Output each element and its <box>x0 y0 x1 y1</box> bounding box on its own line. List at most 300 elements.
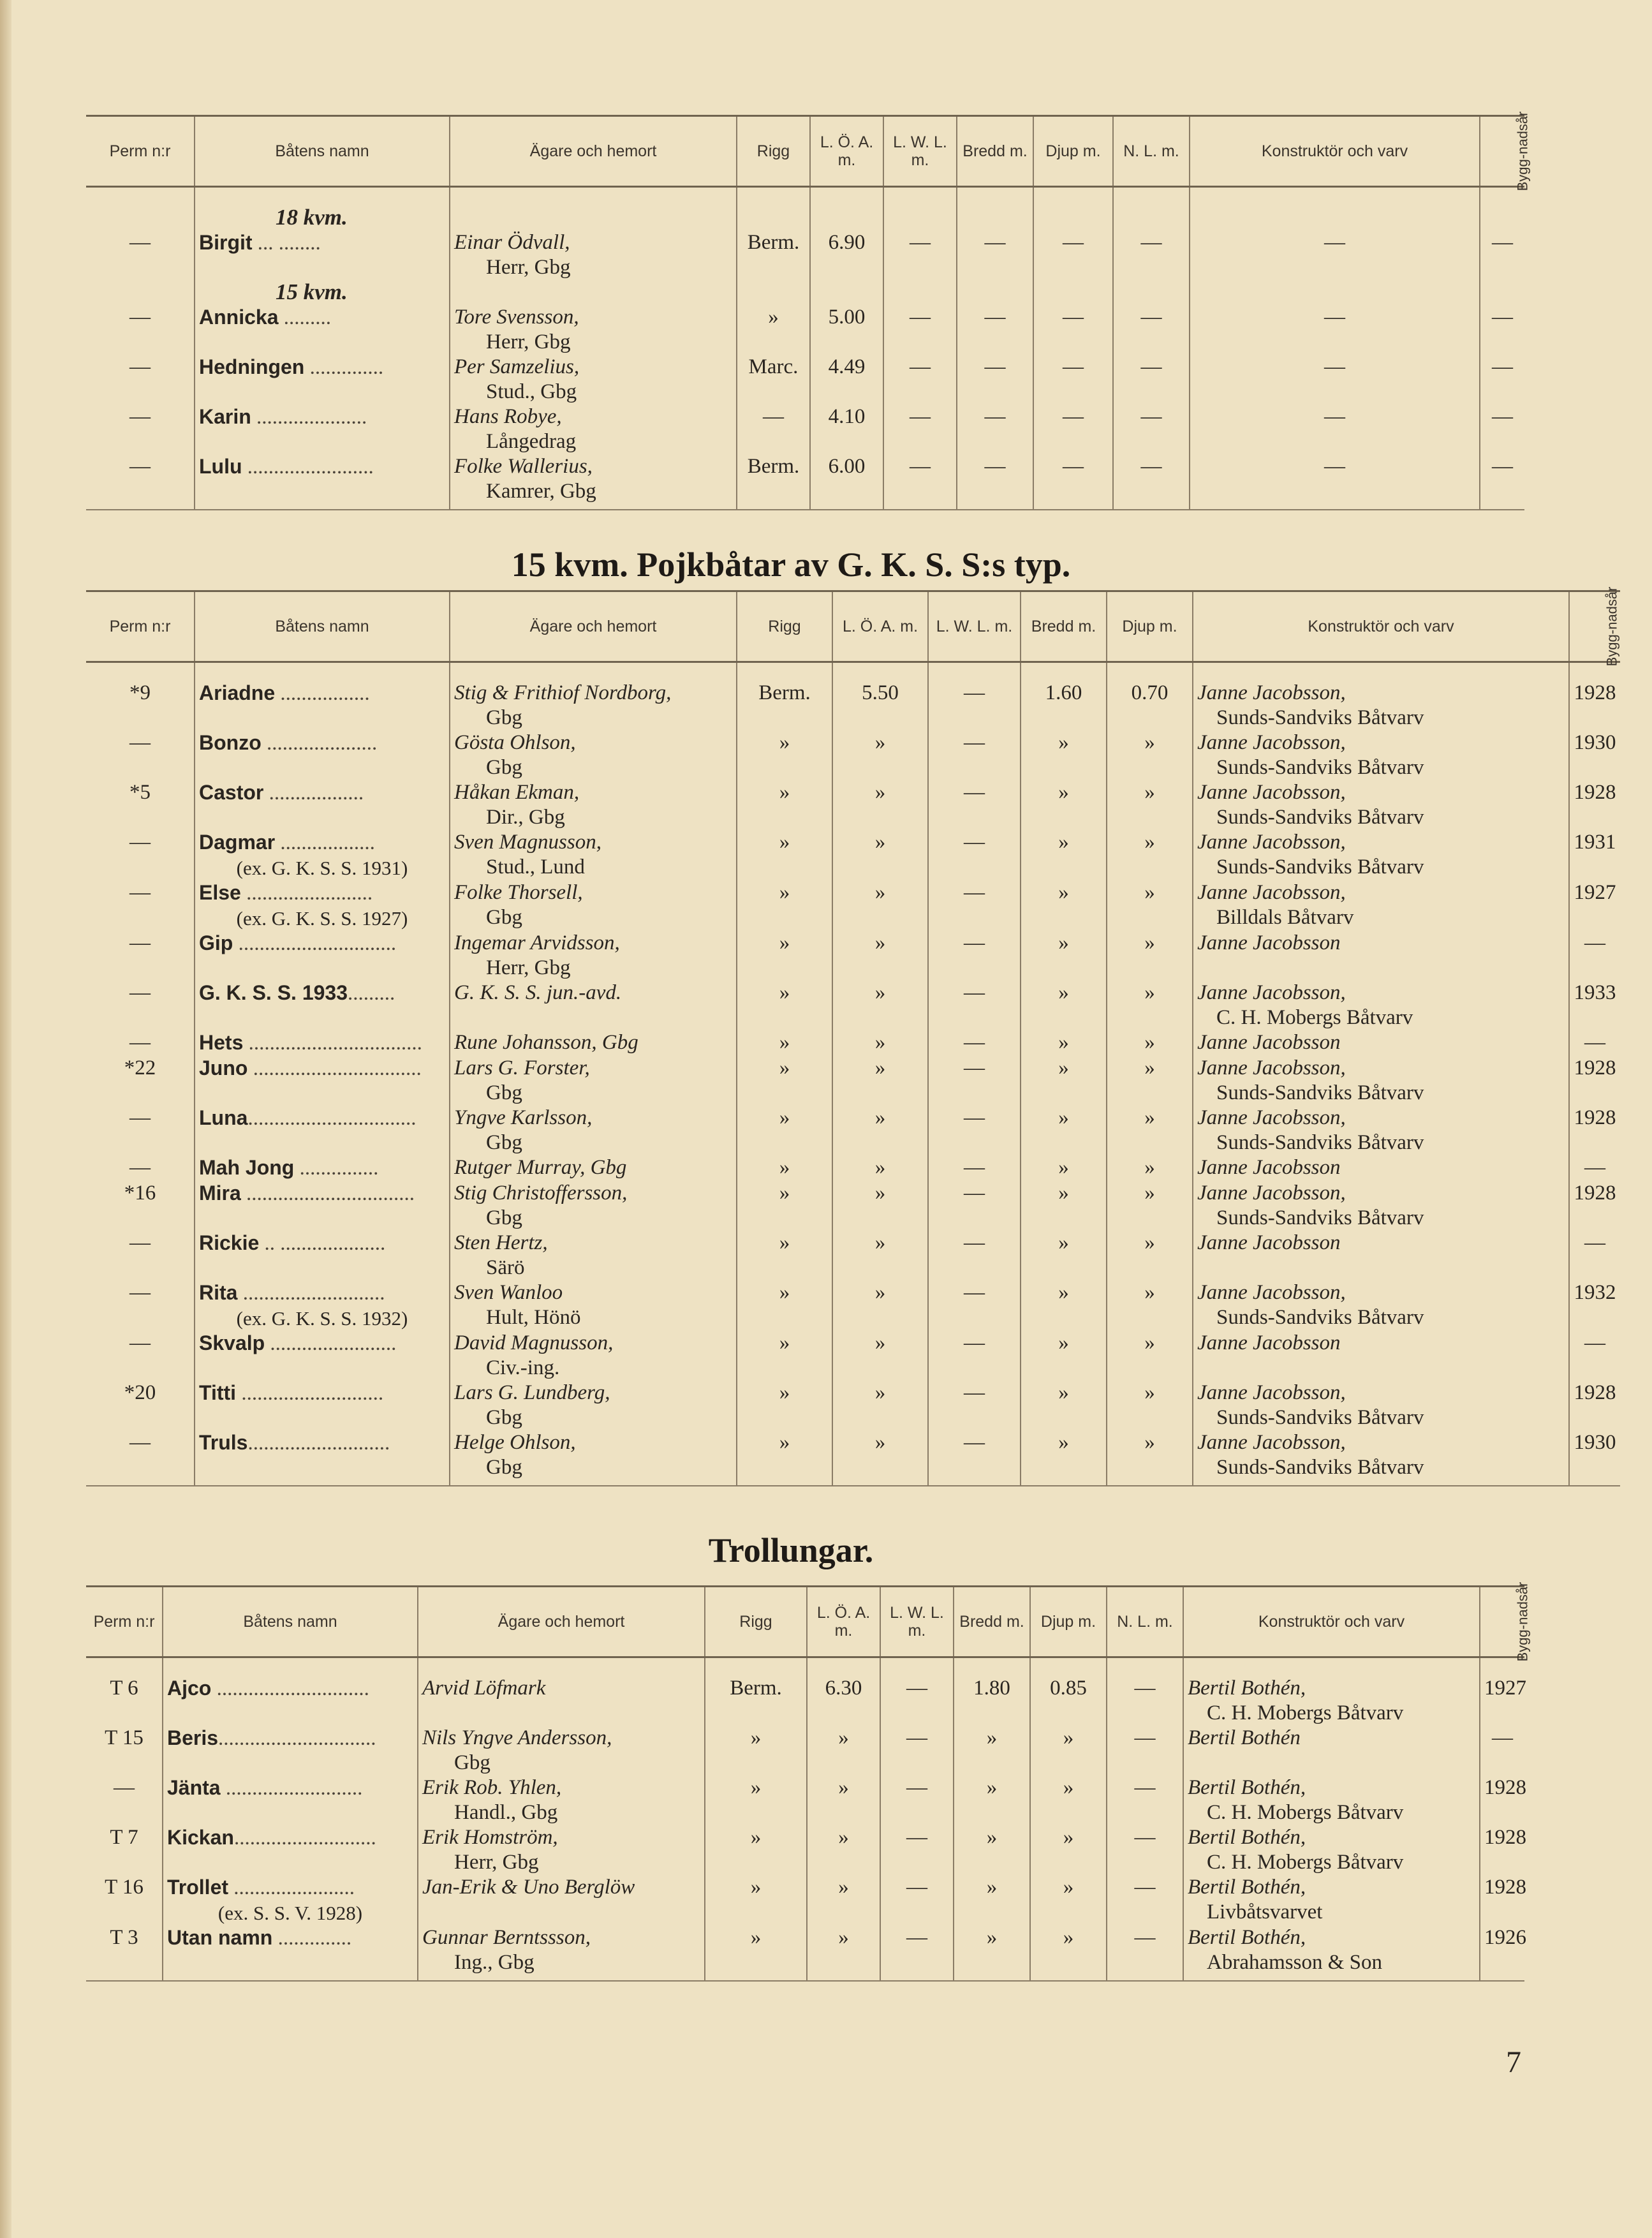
owner-name: Folke Thorsell, <box>454 881 583 904</box>
rigg-value: » <box>737 1280 832 1331</box>
col-konstruktor: Konstruktör och varv <box>1193 591 1569 662</box>
bredd-value: » <box>954 1925 1030 1981</box>
owner-home: Ing., Gbg <box>454 1951 535 1974</box>
leader-dots: ........................ <box>240 882 373 905</box>
loa-value: » <box>807 1925 880 1981</box>
leader-dots: ......... <box>348 982 395 1005</box>
leader-dots: ........................... <box>247 1432 390 1455</box>
owner-home: Gbg <box>486 1206 522 1229</box>
owner-cell <box>450 880 737 931</box>
leader-dots: ............................. <box>211 1677 369 1700</box>
bredd-value: » <box>1021 780 1107 830</box>
konstruktor-cell <box>1183 1825 1480 1875</box>
build-year: — <box>1569 1155 1620 1181</box>
bredd-value: » <box>1021 931 1107 981</box>
owner-cell <box>450 454 737 510</box>
perm-number: — <box>129 1231 151 1254</box>
boat-name: Truls <box>199 1431 248 1454</box>
spacer-cell <box>928 662 1021 681</box>
table-header <box>86 586 1620 667</box>
table-row <box>86 1181 1620 1231</box>
owner-cell <box>450 681 737 730</box>
spacer-cell <box>807 1657 880 1677</box>
loa-value: » <box>832 830 928 880</box>
table-row <box>86 1775 1524 1825</box>
table-row <box>86 681 1620 730</box>
empty-cell <box>1190 280 1480 305</box>
section-title-trollungar: Trollungar. <box>708 1531 874 1569</box>
designer: Janne Jacobsson <box>1197 1156 1341 1179</box>
spacer-cell <box>810 187 883 206</box>
boat-name-cell <box>195 404 450 454</box>
perm-number: — <box>129 1031 151 1054</box>
leader-dots: ........................... <box>237 1282 385 1305</box>
designer: Janne Jacobsson, <box>1197 1381 1346 1404</box>
konstruktor-cell: — <box>1190 404 1480 454</box>
empty-cell <box>883 280 957 305</box>
owner-name: Sven Magnusson, <box>454 831 601 854</box>
owner-home: Gbg <box>486 1081 522 1104</box>
boatyard: Sunds-Sandviks Båtvarv <box>1216 1406 1424 1429</box>
spacer-cell <box>86 1657 163 1677</box>
leader-dots: ........................ <box>265 1332 397 1355</box>
boat-name-cell <box>195 1231 450 1280</box>
owner-home: Gbg <box>486 1456 522 1479</box>
col-name: Båtens namn <box>195 116 450 187</box>
rigg-value: Berm. <box>705 1676 807 1726</box>
build-year: — <box>1480 1726 1524 1775</box>
loa-value: » <box>832 1381 928 1430</box>
perm-number: — <box>129 831 151 854</box>
owner-cell <box>450 1181 737 1231</box>
owner-name: Lars G. Forster, <box>454 1056 590 1079</box>
loa-value: » <box>832 931 928 981</box>
owner-name: Jan-Erik & Uno Berglöw <box>422 1876 635 1899</box>
konstruktor-cell <box>1183 1676 1480 1726</box>
boat-name: Utan namn <box>167 1926 273 1949</box>
col-owner: Ägare och hemort <box>450 116 737 187</box>
spacer-cell <box>163 1657 418 1677</box>
leader-dots: ........................ <box>242 456 374 478</box>
empty-cell <box>810 205 883 230</box>
nl-value: — <box>1113 355 1190 404</box>
loa-value: » <box>832 780 928 830</box>
table-row <box>86 1155 1620 1181</box>
table-row <box>86 230 1524 280</box>
spacer-cell <box>737 662 832 681</box>
table-row <box>86 1925 1524 1981</box>
lwl-value: — <box>880 1726 954 1775</box>
boatyard: C. H. Mobergs Båtvarv <box>1207 1851 1404 1874</box>
bredd-value: » <box>1021 1231 1107 1280</box>
owner-name: Stig & Frithiof Nordborg, <box>454 681 672 704</box>
designer: Janne Jacobsson, <box>1197 831 1346 854</box>
konstruktor-cell <box>1193 1231 1569 1280</box>
rigg-value: » <box>705 1925 807 1981</box>
boat-name: Birgit <box>199 231 253 254</box>
col-bygg: Bygg-nadsår <box>1480 116 1524 187</box>
perm-number: — <box>129 1156 151 1179</box>
loa-value: » <box>832 730 928 780</box>
empty-cell <box>1113 280 1190 305</box>
lwl-value: — <box>880 1825 954 1875</box>
perm-number: T 6 <box>110 1677 138 1700</box>
rigg-value: » <box>705 1775 807 1825</box>
boat-name: Hedningen <box>199 355 305 378</box>
leader-dots: .............................. <box>233 932 397 955</box>
empty-cell <box>810 280 883 305</box>
spacer-cell <box>1107 1657 1183 1677</box>
djup-value: » <box>1107 1181 1193 1231</box>
leader-dots: ................................ <box>247 1107 417 1130</box>
table-row <box>86 355 1524 404</box>
perm-number: — <box>129 931 151 954</box>
rigg-value: » <box>737 1056 832 1106</box>
table-row <box>86 880 1620 931</box>
perm-number: T 16 <box>105 1876 144 1899</box>
owner-home: Hult, Hönö <box>486 1306 581 1329</box>
boatyard: Livbåtsvarvet <box>1207 1901 1323 1923</box>
lwl-value: — <box>880 1875 954 1925</box>
table-row <box>86 1231 1620 1280</box>
perm-number: — <box>129 231 151 254</box>
leader-dots: .......................... <box>220 1777 363 1800</box>
table-row <box>86 1726 1524 1775</box>
rigg-value: » <box>737 305 810 355</box>
owner-name: Håkan Ekman, <box>454 781 580 804</box>
lwl-value: — <box>928 931 1021 981</box>
loa-value: 4.10 <box>810 404 883 454</box>
class-label-cell <box>195 205 450 230</box>
designer: Bertil Bothén, <box>1188 1926 1306 1949</box>
perm-number: *22 <box>124 1056 156 1079</box>
boatyard: Sunds-Sandviks Båtvarv <box>1216 806 1424 829</box>
build-year: — <box>1569 931 1620 981</box>
table-row <box>86 1825 1524 1875</box>
loa-value: » <box>832 1430 928 1486</box>
lwl-value: — <box>928 780 1021 830</box>
bredd-value: » <box>1021 981 1107 1030</box>
build-year: 1926 <box>1480 1925 1524 1981</box>
owner-home: Herr, Gbg <box>486 956 571 979</box>
empty-cell <box>86 280 195 305</box>
lwl-value: — <box>928 1056 1021 1106</box>
spacer-cell <box>1030 1657 1107 1677</box>
owner-name: Arvid Löfmark <box>422 1677 546 1700</box>
former-name: (ex. S. S. V. 1928) <box>218 1902 363 1924</box>
perm-number: — <box>129 405 151 428</box>
lwl-value: — <box>928 880 1021 931</box>
spacer-cell <box>1193 662 1569 681</box>
designer: Janne Jacobsson, <box>1197 731 1346 754</box>
empty-cell <box>1033 205 1113 230</box>
loa-value: 6.90 <box>810 230 883 280</box>
table-row <box>86 931 1620 981</box>
lwl-value: — <box>883 404 957 454</box>
col-rigg: Rigg <box>737 116 810 187</box>
konstruktor-cell <box>1193 730 1569 780</box>
table-row <box>86 454 1524 510</box>
owner-home: Gbg <box>486 706 522 729</box>
perm-number: — <box>86 454 195 510</box>
boat-name-cell <box>163 1726 418 1775</box>
konstruktor-cell <box>1193 981 1569 1030</box>
bredd-value: » <box>1021 880 1107 931</box>
owner-name: Erik Homström, <box>422 1826 558 1849</box>
leader-dots: ................. <box>275 682 370 705</box>
boat-name-cell <box>163 1925 418 1981</box>
perm-number: — <box>86 1430 195 1486</box>
spacer-cell <box>1183 1657 1480 1677</box>
loa-value: » <box>832 1106 928 1155</box>
col-perm: Perm n:r <box>86 116 195 187</box>
section-title-pojkbatar: 15 kvm. Pojkbåtar av G. K. S. S:s typ. <box>511 545 1071 584</box>
empty-cell <box>450 205 737 230</box>
table-row <box>86 205 1524 230</box>
empty-cell <box>1190 205 1480 230</box>
col-perm: Perm n:r <box>86 591 195 662</box>
lwl-value: — <box>928 681 1021 730</box>
konstruktor-cell <box>1183 1726 1480 1775</box>
boat-name: Mah Jong <box>199 1156 295 1179</box>
bredd-value: » <box>1021 1181 1107 1231</box>
table-header <box>86 111 1531 191</box>
empty-cell <box>957 205 1033 230</box>
designer: Bertil Bothén, <box>1188 1677 1306 1700</box>
col-rigg: Rigg <box>705 1587 807 1657</box>
owner-cell <box>450 404 737 454</box>
djup-value: » <box>1030 1726 1107 1775</box>
leader-dots: ..................... <box>251 406 367 429</box>
bredd-value: » <box>954 1825 1030 1875</box>
designer: Janne Jacobsson, <box>1197 1106 1346 1129</box>
boat-name-cell <box>195 1430 450 1486</box>
owner-cell <box>450 730 737 780</box>
loa-value: » <box>832 1056 928 1106</box>
boat-name-cell <box>195 830 450 880</box>
owner-home: Långedrag <box>486 430 577 453</box>
leader-dots: .................. <box>263 782 364 804</box>
djup-value: » <box>1107 981 1193 1030</box>
rigg-value: » <box>737 1155 832 1181</box>
class-label-cell <box>195 280 450 305</box>
boat-name-cell <box>195 1106 450 1155</box>
boat-name-cell <box>163 1825 418 1875</box>
djup-value: — <box>1033 305 1113 355</box>
col-lwl: L. W. L. m. <box>880 1587 954 1657</box>
perm-number: — <box>129 306 151 329</box>
col-konstruktor: Konstruktör och varv <box>1190 116 1480 187</box>
boat-table-pojkbatar <box>86 586 1620 1486</box>
bredd-value: » <box>1021 1430 1107 1486</box>
konstruktor-cell <box>1193 1106 1569 1155</box>
bredd-value: » <box>954 1775 1030 1825</box>
leader-dots: .............................. <box>218 1727 376 1750</box>
bredd-value: » <box>1021 1381 1107 1430</box>
boat-name-cell <box>195 880 450 931</box>
owner-home: Gbg <box>454 1751 490 1774</box>
col-name: Båtens namn <box>195 591 450 662</box>
boat-name: Jänta <box>167 1776 221 1799</box>
lwl-value: — <box>883 230 957 280</box>
loa-value: 4.49 <box>810 355 883 404</box>
loa-value: 5.00 <box>810 305 883 355</box>
empty-cell <box>1480 280 1524 305</box>
rigg-value: » <box>737 1106 832 1155</box>
djup-value: » <box>1107 830 1193 880</box>
djup-value: 0.85 <box>1030 1676 1107 1726</box>
build-year: — <box>1480 404 1524 454</box>
perm-number: — <box>129 881 151 904</box>
boat-name-cell <box>195 1331 450 1381</box>
lwl-value: — <box>883 454 957 510</box>
loa-value: 6.00 <box>810 454 883 510</box>
boat-name: Dagmar <box>199 831 276 854</box>
perm-number: T 7 <box>110 1826 138 1849</box>
leader-dots: .. .................... <box>259 1232 386 1255</box>
col-djup: Djup m. <box>1033 116 1113 187</box>
bredd-value: » <box>1021 730 1107 780</box>
col-loa: L. Ö. A. m. <box>810 116 883 187</box>
konstruktor-cell: — <box>1190 305 1480 355</box>
owner-home: Civ.-ing. <box>486 1356 560 1379</box>
djup-value: — <box>1033 355 1113 404</box>
class-label: 18 kvm. <box>276 205 348 230</box>
build-year: 1928 <box>1480 1775 1524 1825</box>
table-header <box>86 1582 1531 1662</box>
lwl-value: — <box>928 1030 1021 1056</box>
owner-name: Erik Rob. Yhlen, <box>422 1776 562 1799</box>
designer: Janne Jacobsson, <box>1197 881 1346 904</box>
boatyard: C. H. Mobergs Båtvarv <box>1216 1006 1413 1029</box>
nl-value: — <box>1107 1775 1183 1825</box>
designer: Janne Jacobsson <box>1197 1031 1341 1054</box>
loa-value: » <box>832 1280 928 1331</box>
lwl-value: — <box>928 981 1021 1030</box>
bredd-value: 1.60 <box>1021 681 1107 730</box>
boatyard: Billdals Båtvarv <box>1216 906 1354 929</box>
spacer-cell <box>450 662 737 681</box>
spacer-cell <box>957 187 1033 206</box>
perm-number: — <box>129 1331 151 1354</box>
build-year: 1931 <box>1569 830 1620 880</box>
owner-cell <box>450 1106 737 1155</box>
rigg-value: Berm. <box>737 681 832 730</box>
owner-home: Stud., Lund <box>486 856 585 878</box>
owner-name: Lars G. Lundberg, <box>454 1381 610 1404</box>
spacer-cell <box>1033 187 1113 206</box>
table-row <box>86 1331 1620 1381</box>
designer: Janne Jacobsson, <box>1197 1281 1346 1304</box>
owner-home: Dir., Gbg <box>486 806 565 829</box>
build-year: 1930 <box>1569 1430 1620 1486</box>
bredd-value: » <box>1021 830 1107 880</box>
owner-name: Yngve Karlsson, <box>454 1106 593 1129</box>
former-name: (ex. G. K. S. S. 1932) <box>236 1307 408 1330</box>
owner-home: Gbg <box>486 906 522 929</box>
boatyard: Sunds-Sandviks Båtvarv <box>1216 1456 1424 1479</box>
owner-name: Gunnar Berntssson, <box>422 1926 591 1949</box>
build-year: — <box>1480 305 1524 355</box>
leader-dots: .............. <box>272 1927 352 1950</box>
class-label: 15 kvm. <box>276 279 348 304</box>
spacer-cell <box>737 187 810 206</box>
table-row <box>86 730 1620 780</box>
owner-name: Hans Robye, <box>454 405 562 428</box>
owner-cell <box>450 1430 737 1486</box>
owner-cell <box>418 1875 705 1925</box>
table-row <box>86 1056 1620 1106</box>
boat-name-cell <box>195 1056 450 1106</box>
konstruktor-cell <box>1183 1875 1480 1925</box>
boatyard: Abrahamsson & Son <box>1207 1951 1382 1974</box>
designer: Janne Jacobsson <box>1197 931 1341 954</box>
boat-name: Lulu <box>199 455 242 478</box>
owner-home: Gbg <box>486 1131 522 1154</box>
table-row <box>86 1381 1620 1430</box>
leader-dots: .............. <box>304 356 384 379</box>
owner-home: Särö <box>486 1256 525 1279</box>
boat-name-cell <box>195 1181 450 1231</box>
djup-value: » <box>1107 780 1193 830</box>
konstruktor-cell <box>1193 931 1569 981</box>
bredd-value: — <box>957 355 1033 404</box>
designer: Janne Jacobsson <box>1197 1331 1341 1354</box>
build-year: 1928 <box>1480 1875 1524 1925</box>
empty-cell <box>86 205 195 230</box>
bredd-value: » <box>1021 1056 1107 1106</box>
lwl-value: — <box>928 1155 1021 1181</box>
col-loa: L. Ö. A. m. <box>807 1587 880 1657</box>
perm-number: *16 <box>124 1182 156 1204</box>
col-loa: L. Ö. A. m. <box>832 591 928 662</box>
lwl-value: — <box>928 1430 1021 1486</box>
build-year: 1932 <box>1569 1280 1620 1331</box>
rigg-value: » <box>737 1030 832 1056</box>
bredd-value: — <box>957 404 1033 454</box>
col-owner: Ägare och hemort <box>450 591 737 662</box>
bredd-value: — <box>957 305 1033 355</box>
lwl-value: — <box>928 1181 1021 1231</box>
boat-name-cell <box>195 1030 450 1056</box>
owner-cell <box>450 305 737 355</box>
rigg-value: » <box>737 1231 832 1280</box>
owner-cell <box>450 230 737 280</box>
lwl-value: — <box>883 355 957 404</box>
boat-name-cell <box>163 1775 418 1825</box>
loa-value: 5.50 <box>832 681 928 730</box>
owner-cell <box>418 1676 705 1726</box>
konstruktor-cell <box>1183 1775 1480 1825</box>
owner-cell <box>450 1030 737 1056</box>
boat-name-cell <box>195 681 450 730</box>
konstruktor-cell <box>1193 1030 1569 1056</box>
former-name: (ex. G. K. S. S. 1931) <box>236 857 408 879</box>
rigg-value: » <box>737 981 832 1030</box>
empty-cell <box>450 280 737 305</box>
perm-number: *9 <box>129 681 151 704</box>
konstruktor-cell <box>1193 1155 1569 1181</box>
djup-value: » <box>1107 931 1193 981</box>
konstruktor-cell <box>1193 681 1569 730</box>
boat-name-cell <box>195 454 450 510</box>
owner-cell <box>450 1155 737 1181</box>
col-perm: Perm n:r <box>86 1587 163 1657</box>
boatyard: Sunds-Sandviks Båtvarv <box>1216 856 1424 878</box>
owner-name: Sven Wanloo <box>454 1281 563 1304</box>
bredd-value: » <box>1021 1030 1107 1056</box>
djup-value: — <box>1033 454 1113 510</box>
